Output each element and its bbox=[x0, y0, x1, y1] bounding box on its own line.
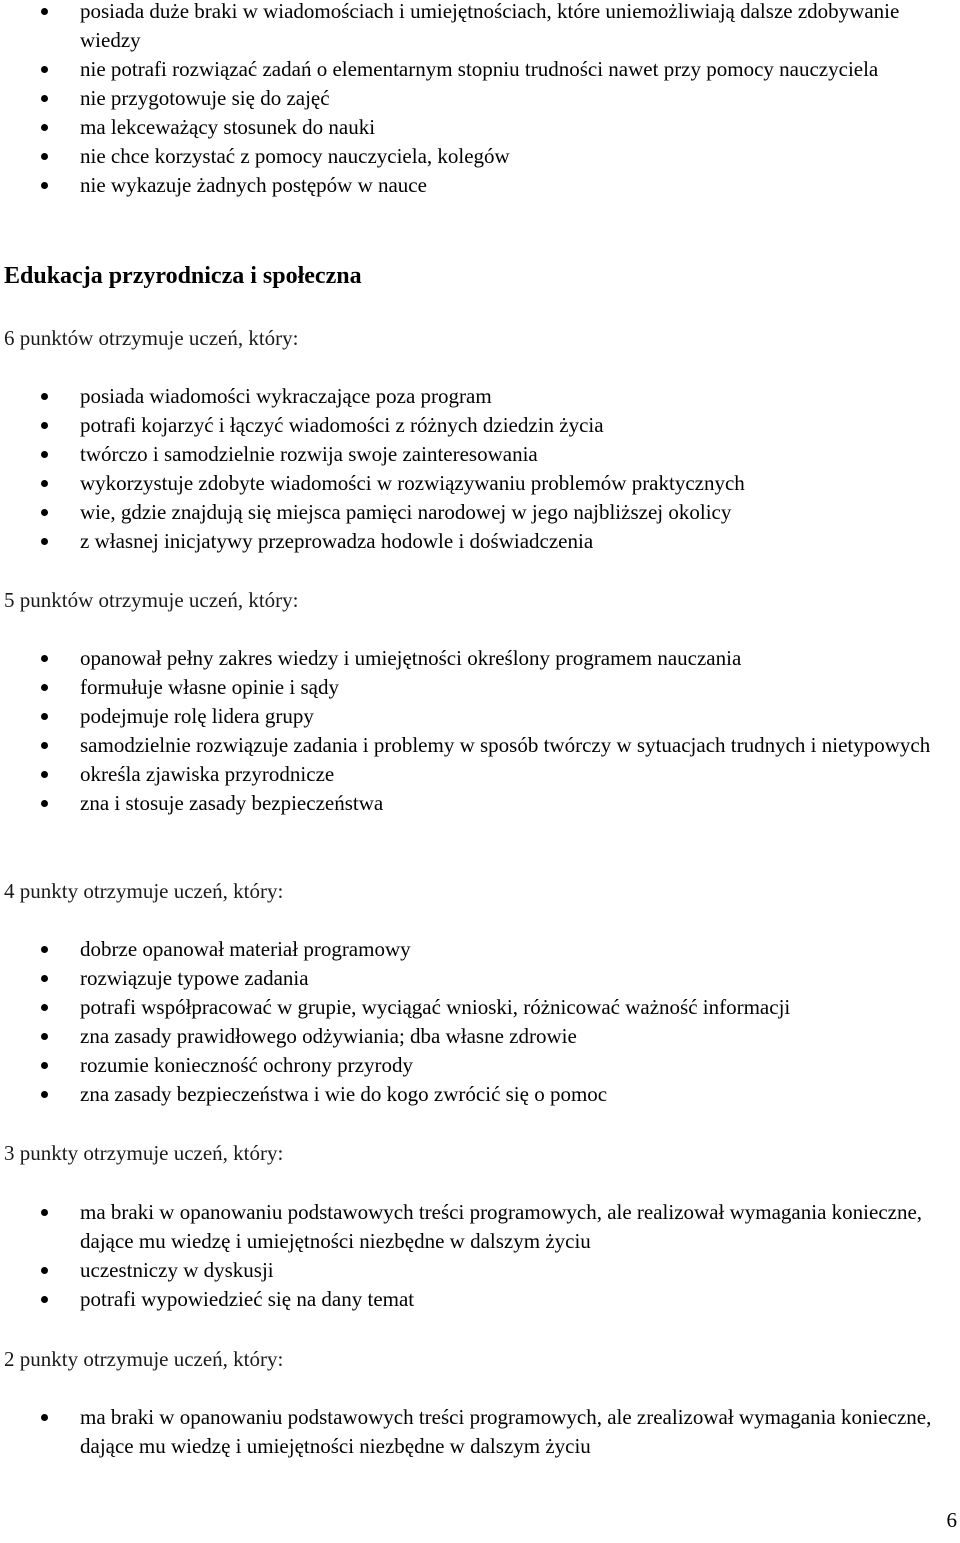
top-criteria-list bbox=[0, 0, 960, 200]
list-item: ma braki w opanowaniu podstawowych treści programowych, ale realizował wymagania konieczne, dające mu wiedzę i umiejętności niezbędne w dalszym życiu bbox=[0, 1198, 960, 1256]
list-item: zna zasady bezpieczeństwa i wie do kogo zwrócić się o pomoc bbox=[0, 1080, 960, 1109]
list-item: samodzielnie rozwiązuje zadania i problemy w sposób twórczy w sytuacjach trudnych i nietypowych bbox=[0, 731, 960, 760]
criteria-list bbox=[0, 644, 960, 818]
page-number: 6 bbox=[946, 1508, 957, 1532]
list-item: rozumie konieczność ochrony przyrody bbox=[0, 1051, 960, 1080]
section-heading: Edukacja przyrodnicza i społeczna bbox=[4, 263, 362, 289]
list-item: uczestniczy w dyskusji bbox=[0, 1256, 960, 1285]
list-item: zna i stosuje zasady bezpieczeństwa bbox=[0, 789, 960, 818]
score-label: 4 punkty otrzymuje uczeń, który: bbox=[4, 879, 284, 903]
list-item: ma braki w opanowaniu podstawowych treści programowych, ale zrealizował wymagania konieczne, dające mu wiedzę i umiejętności niezbędne w dalszym życiu bbox=[0, 1403, 960, 1461]
list-item: rozwiązuje typowe zadania bbox=[0, 964, 960, 993]
list-item: dobrze opanował materiał programowy bbox=[0, 935, 960, 964]
list-item: nie chce korzystać z pomocy nauczyciela, kolegów bbox=[0, 142, 960, 171]
list-item: ma lekceważący stosunek do nauki bbox=[0, 113, 960, 142]
score-label: 3 punkty otrzymuje uczeń, który: bbox=[4, 1141, 284, 1165]
list-item: nie potrafi rozwiązać zadań o elementarnym stopniu trudności nawet przy pomocy nauczyciela bbox=[0, 55, 960, 84]
list-item: formułuje własne opinie i sądy bbox=[0, 673, 960, 702]
list-item: nie wykazuje żadnych postępów w nauce bbox=[0, 171, 960, 200]
list-item: wie, gdzie znajdują się miejsca pamięci narodowej w jego najbliższej okolicy bbox=[0, 498, 960, 527]
list-item: podejmuje rolę lidera grupy bbox=[0, 702, 960, 731]
score-label: 5 punktów otrzymuje uczeń, który: bbox=[4, 588, 299, 612]
list-item: z własnej inicjatywy przeprowadza hodowle i doświadczenia bbox=[0, 527, 960, 556]
list-item: wykorzystuje zdobyte wiadomości w rozwiązywaniu problemów praktycznych bbox=[0, 469, 960, 498]
list-item: potrafi kojarzyć i łączyć wiadomości z różnych dziedzin życia bbox=[0, 411, 960, 440]
list-item: potrafi wypowiedzieć się na dany temat bbox=[0, 1285, 960, 1314]
criteria-list bbox=[0, 1198, 960, 1314]
list-item: posiada duże braki w wiadomościach i umiejętnościach, które uniemożliwiają dalsze zdobywanie wiedzy bbox=[0, 0, 960, 55]
score-label: 6 punktów otrzymuje uczeń, który: bbox=[4, 326, 299, 350]
list-item: posiada wiadomości wykraczające poza program bbox=[0, 382, 960, 411]
criteria-list bbox=[0, 935, 960, 1109]
list-item: określa zjawiska przyrodnicze bbox=[0, 760, 960, 789]
list-item: twórczo i samodzielnie rozwija swoje zainteresowania bbox=[0, 440, 960, 469]
score-label: 2 punkty otrzymuje uczeń, który: bbox=[4, 1347, 284, 1371]
list-item: zna zasady prawidłowego odżywiania; dba własne zdrowie bbox=[0, 1022, 960, 1051]
list-item: potrafi współpracować w grupie, wyciągać wnioski, różnicować ważność informacji bbox=[0, 993, 960, 1022]
criteria-list bbox=[0, 382, 960, 556]
criteria-list bbox=[0, 1403, 960, 1461]
list-item: nie przygotowuje się do zajęć bbox=[0, 84, 960, 113]
list-item: opanował pełny zakres wiedzy i umiejętności określony programem nauczania bbox=[0, 644, 960, 673]
